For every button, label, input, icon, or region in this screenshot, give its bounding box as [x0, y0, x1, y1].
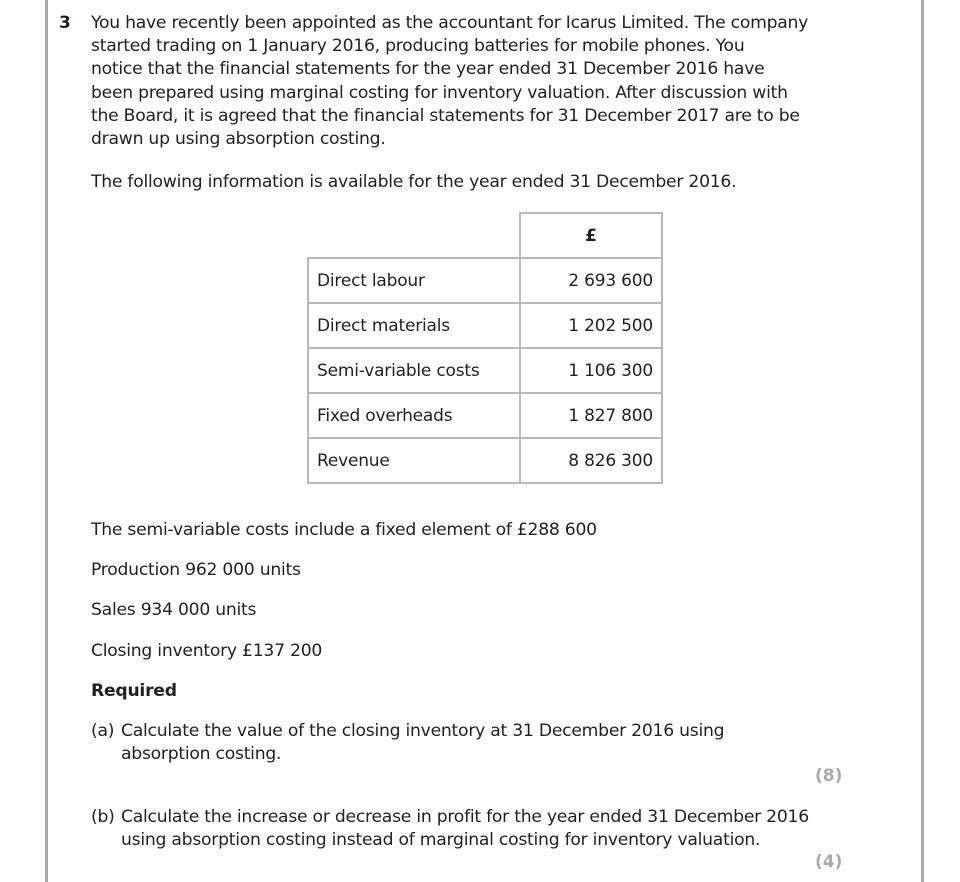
part-line: using absorption costing instead of marginal costing for inventory valuation.	[121, 830, 761, 851]
part-label: (a)	[91, 721, 115, 741]
row-value: 1 827 800	[520, 393, 662, 438]
production-note: Production 962 000 units	[91, 560, 301, 580]
cost-table	[307, 212, 663, 484]
part-line: absorption costing.	[121, 744, 282, 765]
marks-a: (8)	[815, 766, 843, 786]
row-label: Semi-variable costs	[308, 348, 520, 393]
table-header-blank	[308, 213, 520, 258]
required-heading: Required	[91, 681, 177, 701]
row-value: 1 106 300	[520, 348, 662, 393]
part-line: Calculate the increase or decrease in profit for the year ended 31 December 2016	[121, 807, 809, 827]
row-label: Direct labour	[308, 258, 520, 303]
table-row	[308, 393, 662, 438]
intro-line: been prepared using marginal costing for inventory valuation. After discussion with	[91, 82, 788, 103]
part-text	[121, 720, 724, 766]
currency-header: £	[520, 213, 662, 258]
intro-line: You have recently been appointed as the accountant for Icarus Limited. The company	[91, 13, 809, 33]
table-row	[308, 258, 662, 303]
part-text	[121, 806, 809, 852]
row-label: Fixed overheads	[308, 393, 520, 438]
intro-line: started trading on 1 January 2016, producing batteries for mobile phones. You	[91, 36, 745, 57]
row-value: 1 202 500	[520, 303, 662, 348]
marks-b: (4)	[815, 852, 843, 872]
part-line: Calculate the value of the closing inventory at 31 December 2016 using	[121, 721, 725, 741]
sales-note: Sales 934 000 units	[91, 600, 257, 620]
row-value: 2 693 600	[520, 258, 662, 303]
page-margin-left-border	[45, 0, 48, 882]
table-row	[308, 303, 662, 348]
row-value: 8 826 300	[520, 438, 662, 483]
table-header-row	[308, 213, 662, 258]
table-row	[308, 348, 662, 393]
table-row	[308, 438, 662, 483]
page-margin-right-border	[921, 0, 924, 882]
row-label: Revenue	[308, 438, 520, 483]
row-label: Direct materials	[308, 303, 520, 348]
question-intro	[91, 12, 821, 151]
intro-line: notice that the financial statements for the year ended 31 December 2016 have	[91, 59, 765, 80]
intro-line: drawn up using absorption costing.	[91, 129, 386, 150]
info-intro: The following information is available for the year ended 31 December 2016.	[91, 172, 737, 192]
semi-variable-note: The semi-variable costs include a fixed element of £288 600	[91, 520, 597, 540]
intro-line: the Board, it is agreed that the financial statements for 31 December 2017 are to be	[91, 105, 800, 126]
closing-inventory-note: Closing inventory £137 200	[91, 641, 323, 661]
question-number: 3	[59, 13, 71, 33]
part-label: (b)	[91, 807, 115, 827]
